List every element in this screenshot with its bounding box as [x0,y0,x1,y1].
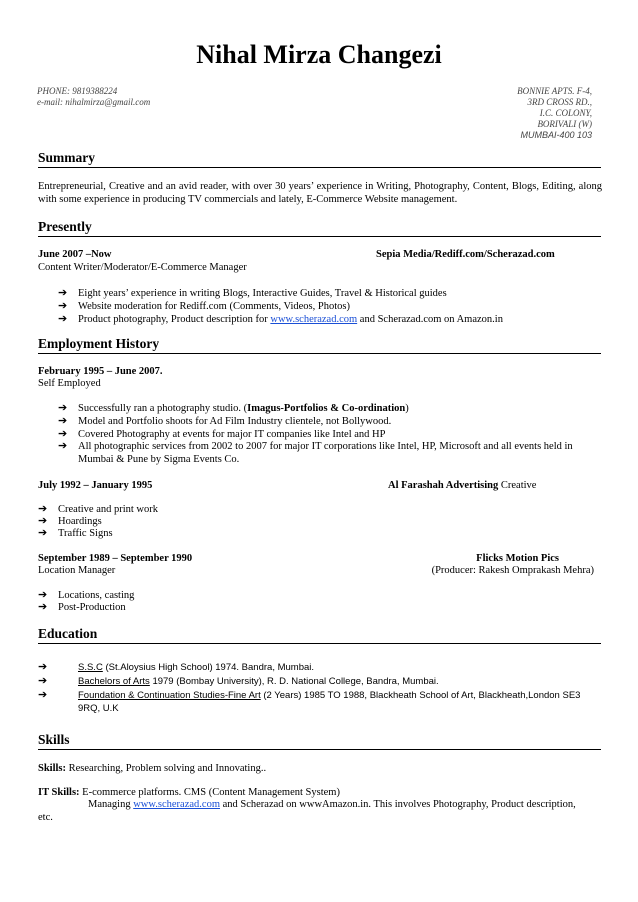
arrow-right-icon: ➔ [58,428,68,440]
scherazad-link[interactable]: www.scherazad.com [133,799,220,810]
managing-line [88,798,576,811]
education-qualification: S.S.C [78,662,103,673]
list-item: Hoardings [58,516,102,527]
arrow-right-icon: ➔ [58,287,68,299]
list-item: Creative and print work [58,504,159,515]
list-item: Post-Production [58,602,126,613]
studio-name: Imagus-Portfolios & Co-ordination [247,403,406,414]
presently-company: Sepia Media/Rediff.com/Scherazad.com [376,249,555,260]
job-role: Self Employed [38,378,101,389]
list-item: Model and Portfolio shoots for Ad Film Industry clientele, not Bollywood. [78,416,392,427]
list-item: Covered Photography at events for major IT companies like Intel and HP [78,429,386,440]
producer-note: (Producer: Rakesh Omprakash Mehra) [431,565,594,576]
section-divider [38,236,601,237]
job-date: July 1992 – January 1995 [38,480,153,491]
arrow-right-icon: ➔ [38,689,48,701]
section-divider [38,749,601,750]
list-item: All photographic services from 2002 to 2007 for major IT corporations like Intel, HP, Microsoft and all events held in [78,441,573,452]
address-line: BORIVALI (W) [537,119,592,129]
arrow-right-icon: ➔ [58,402,68,414]
skills-text: Researching, Problem solving and Innovating.. [66,763,267,774]
address-line: BONNIE APTS. F-4, [517,86,592,96]
list-item-text: and Scherazad.com on Amazon.in [357,314,503,325]
arrow-right-icon: ➔ [38,515,48,527]
it-skills-text: E-commerce platforms. CMS (Content Management System) [79,787,340,798]
list-item-text: Successfully ran a photography studio. ( [78,403,248,414]
job-company: Flicks Motion Pics [476,553,559,564]
list-item: Website moderation for Rediff.com (Comments, Videos, Photos) [78,301,350,312]
education-qualification: Bachelors of Arts [78,676,150,687]
arrow-right-icon: ➔ [38,503,48,515]
managing-text: Managing [88,799,134,810]
company-suffix: Creative [498,480,537,491]
list-item-text: ) [405,403,409,414]
contact-info [37,86,150,108]
arrow-right-icon: ➔ [38,675,48,687]
section-divider [38,643,601,644]
education-item [78,661,314,674]
address-line: 3RD CROSS RD., [527,97,592,107]
presently-role: Content Writer/Moderator/E-Commerce Manager [38,262,247,273]
employment-heading: Employment History [38,336,160,351]
presently-heading: Presently [38,219,92,234]
resume-name: Nihal Mirza Changezi [196,40,442,69]
email: e-mail: nihalmirza@gmail.com [37,97,151,107]
education-detail: 1979 (Bombay University), R. D. National College, Bandra, Mumbai. [149,676,439,687]
job-date: September 1989 – September 1990 [38,553,193,564]
list-item [78,313,503,326]
list-item-text: Product photography, Product description for [78,314,271,325]
skills-label: Skills: [38,763,67,774]
arrow-right-icon: ➔ [38,589,48,601]
etc-text: etc. [38,812,53,823]
address-line: MUMBAI-400 103 [520,130,592,140]
scherazad-link[interactable]: www.scherazad.com [270,314,358,325]
presently-date: June 2007 –Now [38,249,112,260]
list-item-continuation: Mumbai & Pune by Sigma Events Co. [78,454,240,465]
arrow-right-icon: ➔ [38,527,48,539]
arrow-right-icon: ➔ [58,415,68,427]
job-role: Location Manager [38,565,116,576]
managing-text: and Scherazad on wwwAmazon.in. This involves Photography, Product description, [219,799,576,810]
job-date: February 1995 – June 2007. [38,366,163,377]
skills-line [38,762,266,775]
list-item [78,402,409,415]
arrow-right-icon: ➔ [38,601,48,613]
education-heading: Education [38,626,98,641]
phone: PHONE: 9819388224 [37,86,118,96]
list-item: Locations, casting [58,590,135,601]
address-block [517,86,592,141]
section-divider [38,167,601,168]
summary-text: Entrepreneurial, Creative and an avid reader, with over 30 years’ experience in Writing, Photography, Content, Blogs, Editing, along with some experience in producing TV commercials and lately, E-Commerce Website management. [38,181,602,205]
arrow-right-icon: ➔ [38,661,48,673]
summary-heading: Summary [38,150,95,165]
education-detail: (St.Aloysius High School) 1974. Bandra, Mumbai. [102,662,315,673]
education-detail: (2 Years) 1985 TO 1988, Blackheath School of Art, Blackheath,London SE3 [260,690,581,701]
skills-heading: Skills [38,732,70,747]
education-item [78,675,439,688]
job-company [388,479,536,492]
list-item: Traffic Signs [58,528,113,539]
section-divider [38,353,601,354]
address-line: I.C. COLONY, [539,108,592,118]
it-skills-label: IT Skills: [38,787,80,798]
education-qualification: Foundation & Continuation Studies-Fine Art [78,690,261,701]
education-item-continuation: 9RQ, U.K [78,703,119,714]
arrow-right-icon: ➔ [58,440,68,452]
arrow-right-icon: ➔ [58,300,68,312]
education-item [78,689,580,702]
list-item: Eight years’ experience in writing Blogs, Interactive Guides, Travel & Historical guides [78,288,447,299]
arrow-right-icon: ➔ [58,313,68,325]
company-name: Al Farashah Advertising [388,480,499,491]
